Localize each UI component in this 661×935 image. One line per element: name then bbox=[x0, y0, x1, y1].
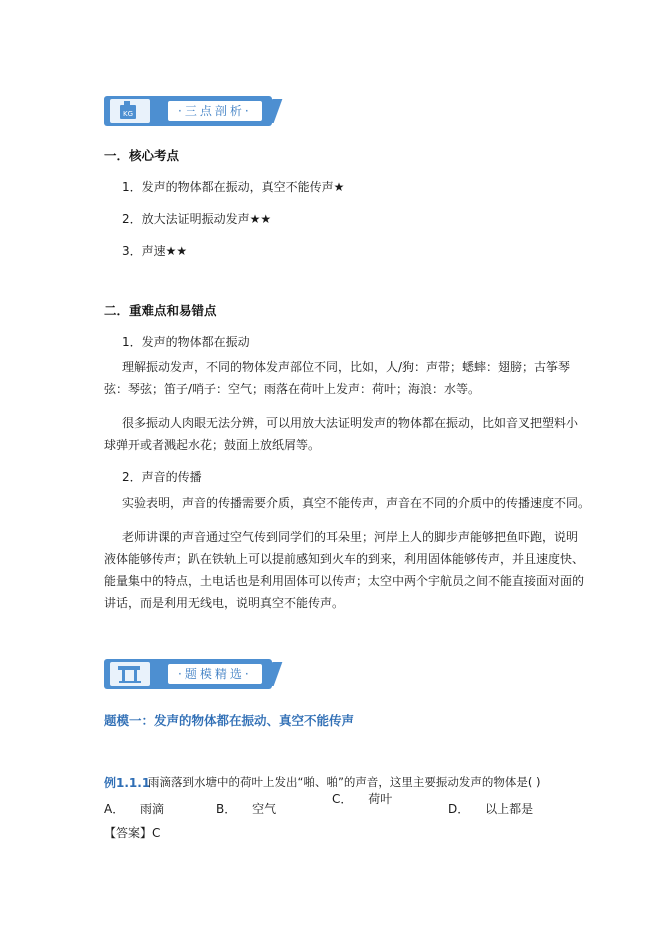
paragraph-line: 能量集中的特点，土电话也是利用固体可以传声；太空中两个宇航员之间不能直接面对面的 bbox=[104, 574, 585, 588]
option-text: 空气 bbox=[252, 802, 277, 816]
section-heading: 一．核心考点 bbox=[104, 148, 180, 163]
banner-label: ·三点剖析· bbox=[168, 101, 262, 121]
option-b bbox=[216, 800, 276, 817]
paragraph-line: 老师讲课的声音通过空气传到同学们的耳朵里；河岸上人的脚步声能够把鱼吓跑，说明 bbox=[122, 530, 579, 544]
subheading: 1．发声的物体都在振动 bbox=[122, 335, 250, 349]
section-heading: 二．重难点和易错点 bbox=[104, 303, 217, 318]
question-text: 雨滴落到水塘中的荷叶上发出“啪、啪”的声音，这里主要振动发声的物体是( ) bbox=[148, 775, 541, 789]
option-letter: B． bbox=[216, 802, 237, 816]
subheading: 2．声音的传播 bbox=[122, 470, 202, 484]
option-a bbox=[104, 800, 164, 817]
section-banner-problems bbox=[104, 659, 272, 689]
paragraph-line: 弦：琴弦；笛子/哨子：空气；雨落在荷叶上发声：荷叶；海浪：水等。 bbox=[104, 382, 481, 396]
svg-text:KG: KG bbox=[122, 110, 134, 118]
topic-heading: 题模一：发声的物体都在振动、真空不能传声 bbox=[104, 713, 355, 728]
option-letter: C． bbox=[332, 792, 353, 806]
paragraph-line: 很多振动人肉眼无法分辨，可以用放大法证明发声的物体都在振动，比如音叉把塑料小 bbox=[122, 416, 579, 430]
list-item: 2．放大法证明振动发声★★ bbox=[122, 212, 272, 226]
option-text: 荷叶 bbox=[368, 792, 393, 806]
weight-icon bbox=[110, 99, 150, 123]
section-banner-analysis bbox=[104, 96, 272, 126]
list-item: 3．声速★★ bbox=[122, 244, 188, 258]
example-number: 例1.1.1 bbox=[104, 776, 151, 790]
blackboard-icon bbox=[110, 662, 150, 686]
paragraph-line: 球弹开或者溅起水花；鼓面上放纸屑等。 bbox=[104, 438, 321, 452]
list-item: 1．发声的物体都在振动，真空不能传声★ bbox=[122, 180, 345, 194]
paragraph-line: 讲话，而是利用无线电，说明真空不能传声。 bbox=[104, 596, 345, 610]
paragraph-line: 实验表明，声音的传播需要介质，真空不能传声，声音在不同的介质中的传播速度不同。 bbox=[122, 496, 591, 510]
option-text: 雨滴 bbox=[140, 802, 165, 816]
paragraph-line: 理解振动发声，不同的物体发声部位不同，比如，人/狗：声带；蟋蟀：翅膀；古筝琴 bbox=[122, 360, 571, 374]
option-letter: A． bbox=[104, 802, 125, 816]
option-letter: D． bbox=[448, 802, 470, 816]
option-text: 以上都是 bbox=[485, 802, 534, 816]
paragraph-line: 液体能够传声；趴在铁轨上可以提前感知到火车的到来，利用固体能够传声，并且速度快、 bbox=[104, 552, 585, 566]
option-c bbox=[332, 790, 392, 807]
option-d bbox=[448, 800, 533, 817]
answer-text: 【答案】C bbox=[104, 826, 161, 840]
banner-label: ·题模精选· bbox=[168, 664, 262, 684]
